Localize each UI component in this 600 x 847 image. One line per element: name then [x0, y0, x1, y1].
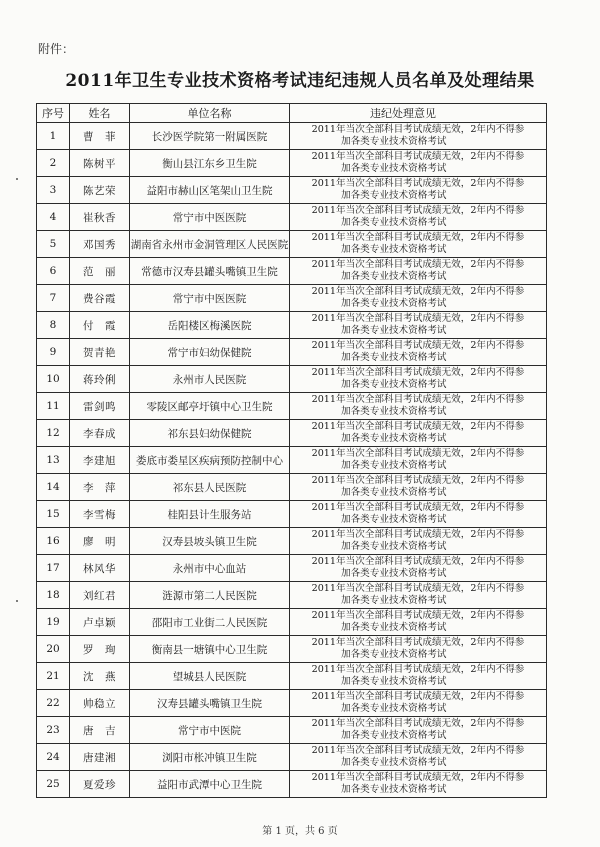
table-row: [37, 312, 547, 339]
cell-unit: 浏阳市枨冲镇卫生院: [130, 744, 290, 771]
opinion-line-1: 2011年当次全部科目考试成绩无效，2年内不得参: [311, 556, 525, 567]
opinion-line-2: 加各类专业技术资格考试: [341, 703, 447, 714]
page-footer: 第 1 页，共 6 页: [262, 826, 338, 837]
opinion-line-2: 加各类专业技术资格考试: [341, 163, 447, 174]
opinion-line-1: 2011年当次全部科目考试成绩无效，2年内不得参: [311, 448, 525, 459]
cell-seq: 24: [37, 744, 70, 771]
opinion-line-2: 加各类专业技术资格考试: [341, 460, 447, 471]
cell-name: 唐建湘: [70, 744, 130, 771]
cell-name: 范 丽: [70, 258, 130, 285]
cell-name: 刘红君: [70, 582, 130, 609]
cell-unit: 零陵区邮亭圩镇中心卫生院: [130, 393, 290, 420]
opinion-line-1: 2011年当次全部科目考试成绩无效，2年内不得参: [311, 745, 525, 756]
table-row: [37, 555, 547, 582]
cell-opinion: [290, 501, 547, 528]
table-row: [37, 501, 547, 528]
cell-unit: 益阳市赫山区笔架山卫生院: [130, 177, 290, 204]
cell-unit: 衡山县江东乡卫生院: [130, 150, 290, 177]
cell-unit: 娄底市娄星区疾病预防控制中心: [130, 447, 290, 474]
cell-name: 蒋玲俐: [70, 366, 130, 393]
cell-name: 崔秋香: [70, 204, 130, 231]
cell-seq: 13: [37, 447, 70, 474]
opinion-line-1: 2011年当次全部科目考试成绩无效，2年内不得参: [311, 259, 525, 270]
cell-seq: 19: [37, 609, 70, 636]
opinion-line-2: 加各类专业技术资格考试: [341, 433, 447, 444]
cell-seq: 22: [37, 690, 70, 717]
opinion-line-2: 加各类专业技术资格考试: [341, 406, 447, 417]
header-seq: 序号: [37, 104, 70, 123]
cell-opinion: [290, 366, 547, 393]
cell-unit: 汉寿县罐头嘴镇卫生院: [130, 690, 290, 717]
cell-opinion: [290, 393, 547, 420]
opinion-line-1: 2011年当次全部科目考试成绩无效，2年内不得参: [311, 151, 525, 162]
cell-name: 帅稳立: [70, 690, 130, 717]
opinion-line-2: 加各类专业技术资格考试: [341, 190, 447, 201]
opinion-line-1: 2011年当次全部科目考试成绩无效，2年内不得参: [311, 691, 525, 702]
table-row: [37, 150, 547, 177]
cell-name: 李建旭: [70, 447, 130, 474]
opinion-line-1: 2011年当次全部科目考试成绩无效，2年内不得参: [311, 178, 525, 189]
cell-seq: 11: [37, 393, 70, 420]
opinion-line-2: 加各类专业技术资格考试: [341, 622, 447, 633]
cell-unit: 桂阳县计生服务站: [130, 501, 290, 528]
opinion-line-2: 加各类专业技术资格考试: [341, 757, 447, 768]
opinion-line-2: 加各类专业技术资格考试: [341, 730, 447, 741]
cell-opinion: [290, 744, 547, 771]
cell-name: 廖 明: [70, 528, 130, 555]
opinion-line-2: 加各类专业技术资格考试: [341, 298, 447, 309]
cell-seq: 21: [37, 663, 70, 690]
header-unit: 单位名称: [130, 104, 290, 123]
opinion-line-2: 加各类专业技术资格考试: [341, 325, 447, 336]
table-row: [37, 717, 547, 744]
scan-speck: [16, 178, 18, 180]
opinion-line-1: 2011年当次全部科目考试成绩无效，2年内不得参: [311, 664, 525, 675]
cell-name: 李 萍: [70, 474, 130, 501]
cell-unit: 涟源市第二人民医院: [130, 582, 290, 609]
table-row: [37, 420, 547, 447]
cell-seq: 5: [37, 231, 70, 258]
opinion-line-2: 加各类专业技术资格考试: [341, 487, 447, 498]
opinion-line-1: 2011年当次全部科目考试成绩无效，2年内不得参: [311, 475, 525, 486]
cell-opinion: [290, 258, 547, 285]
cell-name: 雷剑鸣: [70, 393, 130, 420]
cell-unit: 常宁市妇幼保健院: [130, 339, 290, 366]
table-row: [37, 339, 547, 366]
cell-seq: 23: [37, 717, 70, 744]
cell-name: 费谷霞: [70, 285, 130, 312]
cell-seq: 16: [37, 528, 70, 555]
cell-name: 李春成: [70, 420, 130, 447]
cell-opinion: [290, 636, 547, 663]
table-row: [37, 636, 547, 663]
attachment-label: 附件：: [38, 42, 75, 56]
opinion-line-2: 加各类专业技术资格考试: [341, 514, 447, 525]
cell-unit: 衡南县一塘镇中心卫生院: [130, 636, 290, 663]
cell-name: 曹 菲: [70, 123, 130, 150]
cell-opinion: [290, 447, 547, 474]
cell-unit: 永州市中心血站: [130, 555, 290, 582]
opinion-line-2: 加各类专业技术资格考试: [341, 244, 447, 255]
header-name: 姓名: [70, 104, 130, 123]
opinion-line-1: 2011年当次全部科目考试成绩无效，2年内不得参: [311, 502, 525, 513]
table-row: [37, 231, 547, 258]
table-row: [37, 366, 547, 393]
table-row: [37, 528, 547, 555]
cell-seq: 9: [37, 339, 70, 366]
cell-name: 卢卓颖: [70, 609, 130, 636]
opinion-line-2: 加各类专业技术资格考试: [341, 676, 447, 687]
cell-opinion: [290, 663, 547, 690]
cell-unit: 常宁市中医医院: [130, 285, 290, 312]
cell-seq: 17: [37, 555, 70, 582]
cell-name: 夏爱珍: [70, 771, 130, 798]
cell-seq: 4: [37, 204, 70, 231]
cell-unit: 岳阳楼区梅溪医院: [130, 312, 290, 339]
opinion-line-1: 2011年当次全部科目考试成绩无效，2年内不得参: [311, 124, 525, 135]
cell-opinion: [290, 420, 547, 447]
opinion-line-1: 2011年当次全部科目考试成绩无效，2年内不得参: [311, 205, 525, 216]
cell-unit: 常德市汉寿县罐头嘴镇卫生院: [130, 258, 290, 285]
opinion-line-2: 加各类专业技术资格考试: [341, 595, 447, 606]
table-header-row: [37, 104, 547, 123]
cell-opinion: [290, 177, 547, 204]
cell-seq: 1: [37, 123, 70, 150]
table-row: [37, 582, 547, 609]
cell-name: 邓国秀: [70, 231, 130, 258]
cell-unit: 汉寿县坡头镇卫生院: [130, 528, 290, 555]
cell-opinion: [290, 528, 547, 555]
opinion-line-1: 2011年当次全部科目考试成绩无效，2年内不得参: [311, 340, 525, 351]
opinion-line-1: 2011年当次全部科目考试成绩无效，2年内不得参: [311, 718, 525, 729]
cell-opinion: [290, 555, 547, 582]
cell-unit: 常宁市中医院: [130, 717, 290, 744]
opinion-line-1: 2011年当次全部科目考试成绩无效，2年内不得参: [311, 394, 525, 405]
cell-unit: 湖南省永州市金洞管理区人民医院: [130, 231, 290, 258]
cell-seq: 3: [37, 177, 70, 204]
opinion-line-2: 加各类专业技术资格考试: [341, 136, 447, 147]
cell-unit: 长沙医学院第一附属医院: [130, 123, 290, 150]
cell-unit: 祁东县人民医院: [130, 474, 290, 501]
table-row: [37, 123, 547, 150]
cell-name: 唐 吉: [70, 717, 130, 744]
cell-unit: 祁东县妇幼保健院: [130, 420, 290, 447]
opinion-line-1: 2011年当次全部科目考试成绩无效，2年内不得参: [311, 286, 525, 297]
cell-name: 陈树平: [70, 150, 130, 177]
table-row: [37, 447, 547, 474]
opinion-line-1: 2011年当次全部科目考试成绩无效，2年内不得参: [311, 772, 525, 783]
opinion-line-2: 加各类专业技术资格考试: [341, 379, 447, 390]
header-opinion: 违纪处理意见: [290, 104, 547, 123]
table-row: [37, 177, 547, 204]
opinion-line-1: 2011年当次全部科目考试成绩无效，2年内不得参: [311, 367, 525, 378]
table-row: [37, 663, 547, 690]
opinion-line-2: 加各类专业技术资格考试: [341, 217, 447, 228]
opinion-line-2: 加各类专业技术资格考试: [341, 784, 447, 795]
scan-speck: [16, 600, 18, 602]
opinion-line-2: 加各类专业技术资格考试: [341, 352, 447, 363]
table-row: [37, 258, 547, 285]
cell-name: 陈艺荣: [70, 177, 130, 204]
cell-name: 罗 珣: [70, 636, 130, 663]
opinion-line-1: 2011年当次全部科目考试成绩无效，2年内不得参: [311, 421, 525, 432]
cell-opinion: [290, 150, 547, 177]
table-row: [37, 690, 547, 717]
cell-seq: 14: [37, 474, 70, 501]
cell-seq: 2: [37, 150, 70, 177]
cell-opinion: [290, 204, 547, 231]
cell-seq: 6: [37, 258, 70, 285]
cell-seq: 25: [37, 771, 70, 798]
cell-seq: 12: [37, 420, 70, 447]
opinion-line-1: 2011年当次全部科目考试成绩无效，2年内不得参: [311, 232, 525, 243]
cell-seq: 10: [37, 366, 70, 393]
opinion-line-1: 2011年当次全部科目考试成绩无效，2年内不得参: [311, 529, 525, 540]
opinion-line-2: 加各类专业技术资格考试: [341, 271, 447, 282]
table-row: [37, 771, 547, 798]
cell-unit: 永州市人民医院: [130, 366, 290, 393]
table-row: [37, 609, 547, 636]
cell-opinion: [290, 474, 547, 501]
cell-seq: 15: [37, 501, 70, 528]
table-row: [37, 744, 547, 771]
cell-opinion: [290, 609, 547, 636]
cell-unit: 望城县人民医院: [130, 663, 290, 690]
opinion-line-1: 2011年当次全部科目考试成绩无效，2年内不得参: [311, 583, 525, 594]
cell-opinion: [290, 312, 547, 339]
table-row: [37, 204, 547, 231]
table-row: [37, 285, 547, 312]
cell-opinion: [290, 771, 547, 798]
cell-name: 沈 燕: [70, 663, 130, 690]
table-row: [37, 474, 547, 501]
cell-seq: 8: [37, 312, 70, 339]
opinion-line-1: 2011年当次全部科目考试成绩无效，2年内不得参: [311, 313, 525, 324]
cell-seq: 7: [37, 285, 70, 312]
cell-opinion: [290, 123, 547, 150]
table-row: [37, 393, 547, 420]
cell-unit: 邵阳市工业街二人民医院: [130, 609, 290, 636]
cell-name: 付 霞: [70, 312, 130, 339]
cell-name: 林风华: [70, 555, 130, 582]
cell-seq: 18: [37, 582, 70, 609]
cell-name: 贺青艳: [70, 339, 130, 366]
opinion-line-1: 2011年当次全部科目考试成绩无效，2年内不得参: [311, 637, 525, 648]
cell-opinion: [290, 231, 547, 258]
opinion-line-2: 加各类专业技术资格考试: [341, 541, 447, 552]
violation-table: [36, 103, 547, 798]
cell-opinion: [290, 690, 547, 717]
page-title: 2011年卫生专业技术资格考试违纪违规人员名单及处理结果: [65, 71, 535, 91]
opinion-line-1: 2011年当次全部科目考试成绩无效，2年内不得参: [311, 610, 525, 621]
cell-opinion: [290, 285, 547, 312]
cell-opinion: [290, 339, 547, 366]
cell-name: 李雪梅: [70, 501, 130, 528]
cell-unit: 益阳市武潭中心卫生院: [130, 771, 290, 798]
cell-opinion: [290, 582, 547, 609]
cell-seq: 20: [37, 636, 70, 663]
cell-unit: 常宁市中医医院: [130, 204, 290, 231]
opinion-line-2: 加各类专业技术资格考试: [341, 649, 447, 660]
cell-opinion: [290, 717, 547, 744]
opinion-line-2: 加各类专业技术资格考试: [341, 568, 447, 579]
